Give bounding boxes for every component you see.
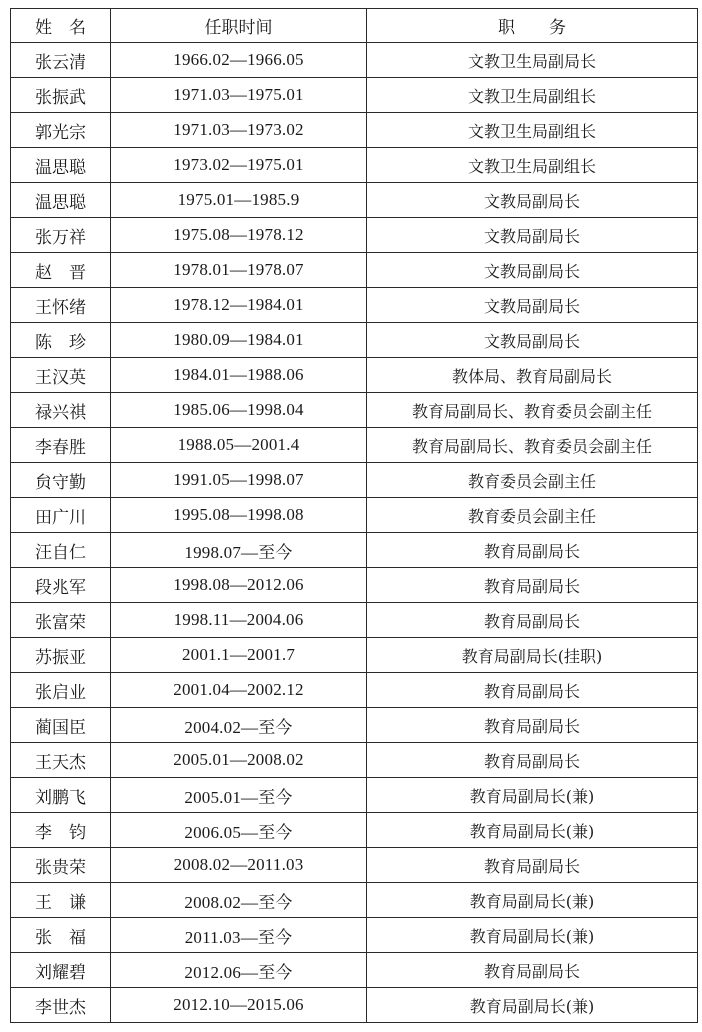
post-cell: 教育局副局长 [367,708,698,743]
post-cell: 文教局副局长 [367,253,698,288]
time-cell: 1975.08—1978.12 [111,218,367,253]
post-cell: 教育局副局长、教育委员会副主任 [367,428,698,463]
post-cell: 文教局副局长 [367,288,698,323]
table-row [11,393,698,428]
name-cell: 温思聪 [11,148,111,183]
time-cell: 2004.02—至今 [111,708,367,743]
time-cell: 1985.06—1998.04 [111,393,367,428]
post-cell: 教育局副局长(兼) [367,813,698,848]
time-cell: 2001.04—2002.12 [111,673,367,708]
name-cell: 陈 珍 [11,323,111,358]
table-row [11,533,698,568]
post-cell: 教育局副局长、教育委员会副主任 [367,393,698,428]
table-row [11,918,698,953]
time-cell: 1998.08—2012.06 [111,568,367,603]
table-row [11,323,698,358]
post-cell: 文教卫生局副组长 [367,148,698,183]
table-row [11,638,698,673]
post-cell: 教育局副局长 [367,743,698,778]
time-cell: 1988.05—2001.4 [111,428,367,463]
name-cell: 张振武 [11,78,111,113]
table-row [11,43,698,78]
name-cell: 郭光宗 [11,113,111,148]
header-row [11,9,698,43]
table-row [11,778,698,813]
table-row [11,568,698,603]
post-cell: 文教卫生局副局长 [367,43,698,78]
post-cell: 教育局副局长 [367,533,698,568]
time-cell: 1971.03—1975.01 [111,78,367,113]
table-row [11,673,698,708]
table-row [11,988,698,1023]
post-cell: 教育局副局长 [367,953,698,988]
name-cell: 温思聪 [11,183,111,218]
name-cell: 张 福 [11,918,111,953]
time-cell: 1991.05—1998.07 [111,463,367,498]
post-cell: 教育局副局长 [367,603,698,638]
table-row [11,113,698,148]
table-row [11,813,698,848]
time-cell: 1978.01—1978.07 [111,253,367,288]
time-cell: 1978.12—1984.01 [111,288,367,323]
table-row [11,183,698,218]
time-cell: 1971.03—1973.02 [111,113,367,148]
post-cell: 文教局副局长 [367,323,698,358]
post-cell: 教育局副局长(兼) [367,778,698,813]
table-row [11,708,698,743]
name-cell: 张富荣 [11,603,111,638]
table-row [11,883,698,918]
name-cell: 刘耀碧 [11,953,111,988]
name-cell: 李世杰 [11,988,111,1023]
post-cell: 教育局副局长(兼) [367,918,698,953]
name-cell: 段兆军 [11,568,111,603]
name-cell: 张云清 [11,43,111,78]
time-cell: 2008.02—至今 [111,883,367,918]
time-cell: 2008.02—2011.03 [111,848,367,883]
time-cell: 1973.02—1975.01 [111,148,367,183]
post-cell: 教育局副局长(兼) [367,883,698,918]
post-cell: 教育局副局长(挂职) [367,638,698,673]
table-row [11,743,698,778]
table-body [11,43,698,1023]
post-cell: 教育局副局长 [367,848,698,883]
post-cell: 教育局副局长 [367,568,698,603]
header-name: 姓 名 [11,9,111,43]
time-cell: 1998.07—至今 [111,533,367,568]
name-cell: 王 谦 [11,883,111,918]
name-cell: 王怀绪 [11,288,111,323]
table-row [11,953,698,988]
table-row [11,218,698,253]
name-cell: 贠守勤 [11,463,111,498]
name-cell: 刘鹏飞 [11,778,111,813]
time-cell: 2011.03—至今 [111,918,367,953]
table-row [11,848,698,883]
name-cell: 王天杰 [11,743,111,778]
table-row [11,358,698,393]
name-cell: 李春胜 [11,428,111,463]
table-row [11,78,698,113]
table-row [11,463,698,498]
post-cell: 教育局副局长 [367,673,698,708]
name-cell: 田广川 [11,498,111,533]
time-cell: 1984.01—1988.06 [111,358,367,393]
name-cell: 张启业 [11,673,111,708]
time-cell: 1980.09—1984.01 [111,323,367,358]
name-cell: 苏振亚 [11,638,111,673]
post-cell: 教育委员会副主任 [367,498,698,533]
time-cell: 2001.1—2001.7 [111,638,367,673]
name-cell: 蔺国臣 [11,708,111,743]
table-row [11,498,698,533]
time-cell: 1998.11—2004.06 [111,603,367,638]
name-cell: 张万祥 [11,218,111,253]
officials-table [10,8,698,1023]
table-header [11,9,698,43]
table-row [11,148,698,183]
name-cell: 王汉英 [11,358,111,393]
time-cell: 2012.10—2015.06 [111,988,367,1023]
header-time: 任职时间 [111,9,367,43]
table-row [11,428,698,463]
name-cell: 张贵荣 [11,848,111,883]
post-cell: 教体局、教育局副局长 [367,358,698,393]
post-cell: 教育局副局长(兼) [367,988,698,1023]
post-cell: 教育委员会副主任 [367,463,698,498]
name-cell: 赵 晋 [11,253,111,288]
table-row [11,603,698,638]
time-cell: 1975.01—1985.9 [111,183,367,218]
header-post: 职 务 [367,9,698,43]
officials-table-container [10,8,697,1023]
time-cell: 2012.06—至今 [111,953,367,988]
table-row [11,253,698,288]
post-cell: 文教卫生局副组长 [367,78,698,113]
post-cell: 文教卫生局副组长 [367,113,698,148]
time-cell: 1995.08—1998.08 [111,498,367,533]
name-cell: 李 钧 [11,813,111,848]
post-cell: 文教局副局长 [367,183,698,218]
time-cell: 2005.01—2008.02 [111,743,367,778]
name-cell: 禄兴祺 [11,393,111,428]
name-cell: 汪自仁 [11,533,111,568]
table-row [11,288,698,323]
post-cell: 文教局副局长 [367,218,698,253]
time-cell: 2006.05—至今 [111,813,367,848]
time-cell: 2005.01—至今 [111,778,367,813]
time-cell: 1966.02—1966.05 [111,43,367,78]
